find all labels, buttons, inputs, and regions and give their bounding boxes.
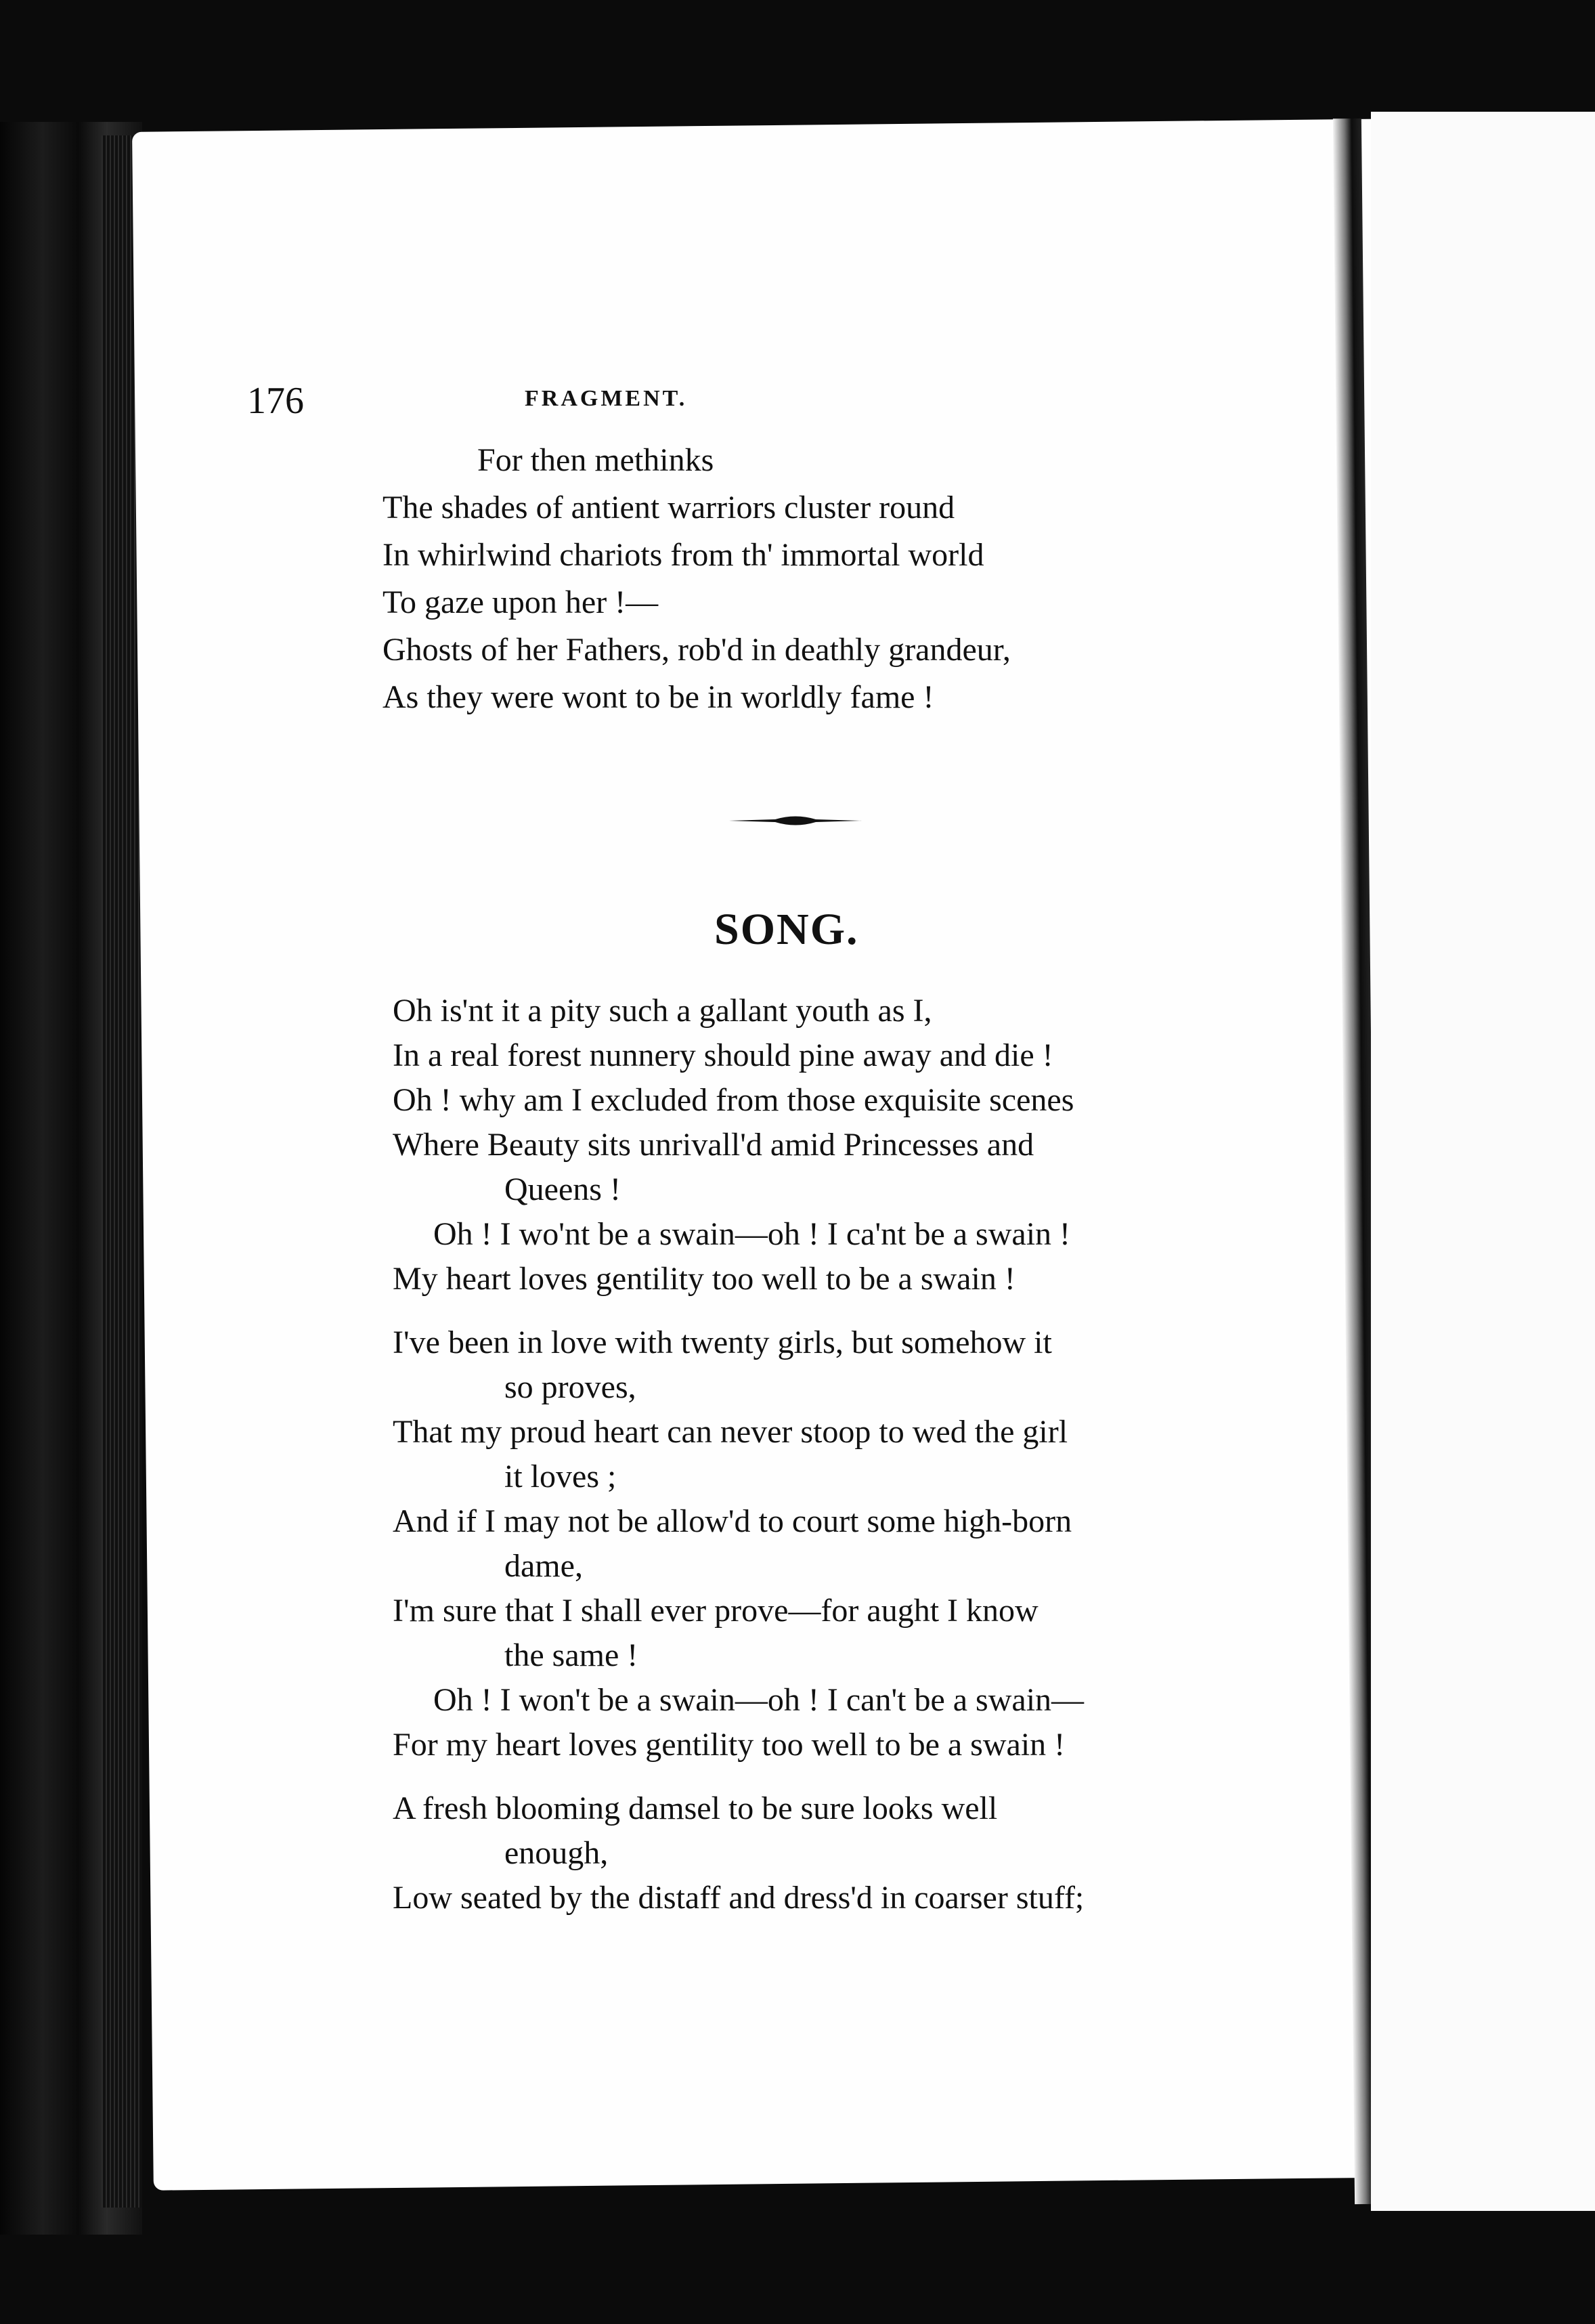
verse-line: Oh ! why am I excluded from those exquisite scenes	[393, 1082, 1074, 1118]
verse-line: enough,	[504, 1835, 609, 1871]
verse-line: Queens !	[504, 1171, 621, 1207]
verse-line: Where Beauty sits unrivall'd amid Princesses and	[393, 1127, 1034, 1163]
verse-line: it loves ;	[504, 1459, 617, 1494]
song-stanza	[393, 989, 1232, 1301]
verse-line: Low seated by the distaff and dress'd in coarser stuff;	[393, 1880, 1085, 1916]
verse-line: That my proud heart can never stoop to wed the girl	[393, 1414, 1068, 1450]
verse-line: I've been in love with twenty girls, but somehow it	[393, 1325, 1052, 1360]
page-header	[247, 379, 870, 427]
verse-line: For then methinks	[477, 442, 714, 478]
verse-line: As they were wont to be in worldly fame !	[383, 679, 934, 715]
verse-line: To gaze upon her !—	[383, 584, 659, 620]
verse-line: And if I may not be allow'd to court some high-born	[393, 1503, 1072, 1539]
song-verse	[393, 989, 1232, 1920]
verse-line: In a real forest nunnery should pine away and die !	[393, 1037, 1053, 1073]
verse-line: In whirlwind chariots from th' immortal world	[383, 537, 984, 573]
facing-page	[1371, 112, 1595, 2211]
verse-line: Oh ! I won't be a swain—oh ! I can't be a swain—	[433, 1682, 1085, 1718]
verse-line: Ghosts of her Fathers, rob'd in deathly grandeur,	[383, 632, 1011, 668]
verse-line: dame,	[504, 1548, 583, 1584]
verse-line: I'm sure that I shall ever prove—for aught I know	[393, 1593, 1039, 1629]
verse-line: Oh ! I wo'nt be a swain—oh ! I ca'nt be a swain !	[433, 1216, 1071, 1252]
page-number: 176	[247, 380, 304, 422]
song-title: SONG.	[714, 905, 859, 954]
verse-line: Oh is'nt it a pity such a gallant youth as I,	[393, 993, 932, 1029]
ornament-divider	[728, 811, 863, 831]
song-stanza	[393, 1786, 1232, 1920]
verse-line: My heart loves gentility too well to be a swain !	[393, 1261, 1015, 1297]
running-head: FRAGMENT.	[525, 386, 688, 411]
song-stanza	[393, 1320, 1232, 1767]
verse-line: so proves,	[504, 1369, 636, 1405]
fragment-verse	[383, 437, 1222, 721]
verse-line: For my heart loves gentility too well to be a swain !	[393, 1727, 1066, 1763]
verse-line: A fresh blooming damsel to be sure looks well	[393, 1790, 998, 1826]
verse-line: the same !	[504, 1637, 638, 1673]
verse-line: The shades of antient warriors cluster round	[383, 490, 955, 525]
